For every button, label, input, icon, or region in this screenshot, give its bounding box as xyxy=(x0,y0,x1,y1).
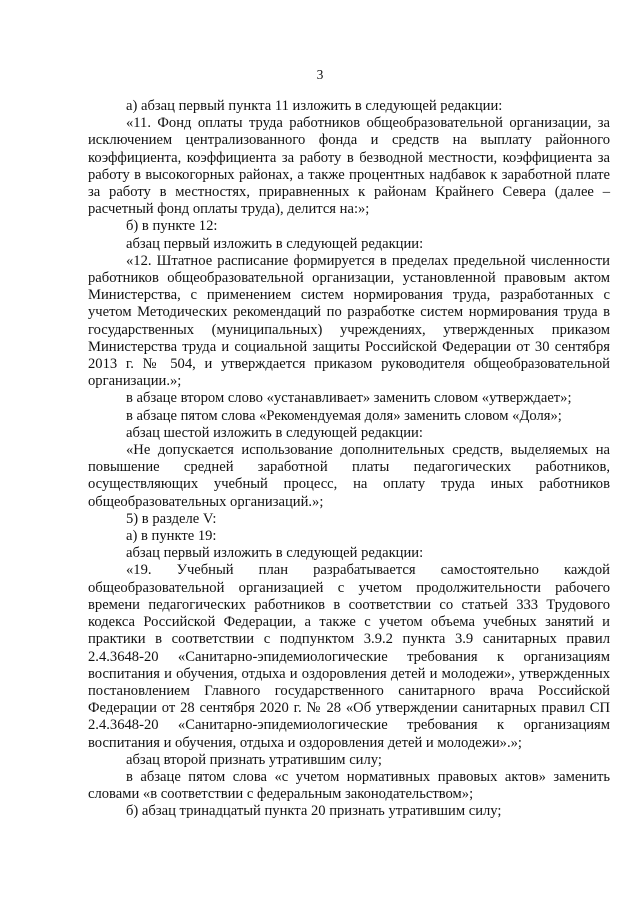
paragraph-2: «11. Фонд оплаты труда работников общеобразовательной организации, за исключением централизованного фонда и средств на выплату районного коэффициента, коэффициента за работу в безводной местности, коэффициента за работу в высокогорных районах, а также процентных надбавок к заработной плате за работу в местностях, приравненных к районам Крайнего Севера (далее – расчетный фонд оплаты труда), делится на:»; xyxy=(88,115,610,218)
paragraph-4: абзац первый изложить в следующей редакции: xyxy=(126,235,424,252)
paragraph-12: абзац первый изложить в следующей редакции: xyxy=(126,545,424,562)
paragraph-6: в абзаце втором слово «устанавливает» заменить словом «утверждает»; xyxy=(126,390,572,407)
paragraph-1: а) абзац первый пункта 11 изложить в следующей редакции: xyxy=(126,98,503,114)
paragraph-13: «19. Учебный план разрабатывается самостоятельно каждой общеобразовательной организацией с учетом продолжительности рабочего времени педагогических работников в соответствии со статьей 333 Трудового кодекса Российской Федерации, а также с учетом объема учебных занятий и практики в соответствии с подпунктом 3.9.2 пункта 3.9 санитарных правил 2.4.3648-20 «Санитарно-эпидемиологические требования к организациям воспитания и обучения, отдыха и оздоровления детей и молодежи», утвержденных постановлением Главного государственного санитарного врача Российской Федерации от 28 сентября 2020 г. № 28 «Об утверждении санитарных правил СП 2.4.3648-20 «Санитарно-эпидемиологические требования к организациям воспитания и обучения, отдыха и оздоровления детей и молодежи».»; xyxy=(88,562,610,751)
paragraph-3: б) в пункте 12: xyxy=(126,218,218,235)
paragraph-15: в абзаце пятом слова «с учетом нормативных правовых актов» заменить словами «в соответствии с федеральным законодательством»; xyxy=(88,768,610,803)
paragraph-14: абзац второй признать утратившим силу; xyxy=(126,751,382,768)
paragraph-10: 5) в разделе V: xyxy=(126,510,217,527)
paragraph-9: «Не допускается использование дополнительных средств, выделяемых на повышение средней заработной платы педагогических работников, осуществляющих учебный процесс, на оплату труда иных работников общеобразовательных организаций.»; xyxy=(88,442,610,510)
paragraph-8: абзац шестой изложить в следующей редакции: xyxy=(126,424,423,441)
paragraph-16: б) абзац тринадцатый пункта 20 признать утратившим силу; xyxy=(126,803,502,820)
paragraph-11: а) в пункте 19: xyxy=(126,528,217,545)
document-body xyxy=(88,98,610,821)
page-number: 3 xyxy=(316,67,324,82)
paragraph-5: «12. Штатное расписание формируется в пределах предельной численности работников общеобразовательной организации, установленной правовым актом Министерства, с применением систем нормирования труда, разработанных с учетом Методических рекомендаций по разработке систем нормирования труда в государственных (муниципальных) учреждениях, утвержденных приказом Министерства труда и социальной защиты Российской Федерации от 30 сентября 2013 г. № 504, и утверждается приказом руководителя общеобразовательной организации.»; xyxy=(88,252,610,390)
paragraph-7: в абзаце пятом слова «Рекомендуемая доля» заменить словом «Доля»; xyxy=(126,407,562,424)
